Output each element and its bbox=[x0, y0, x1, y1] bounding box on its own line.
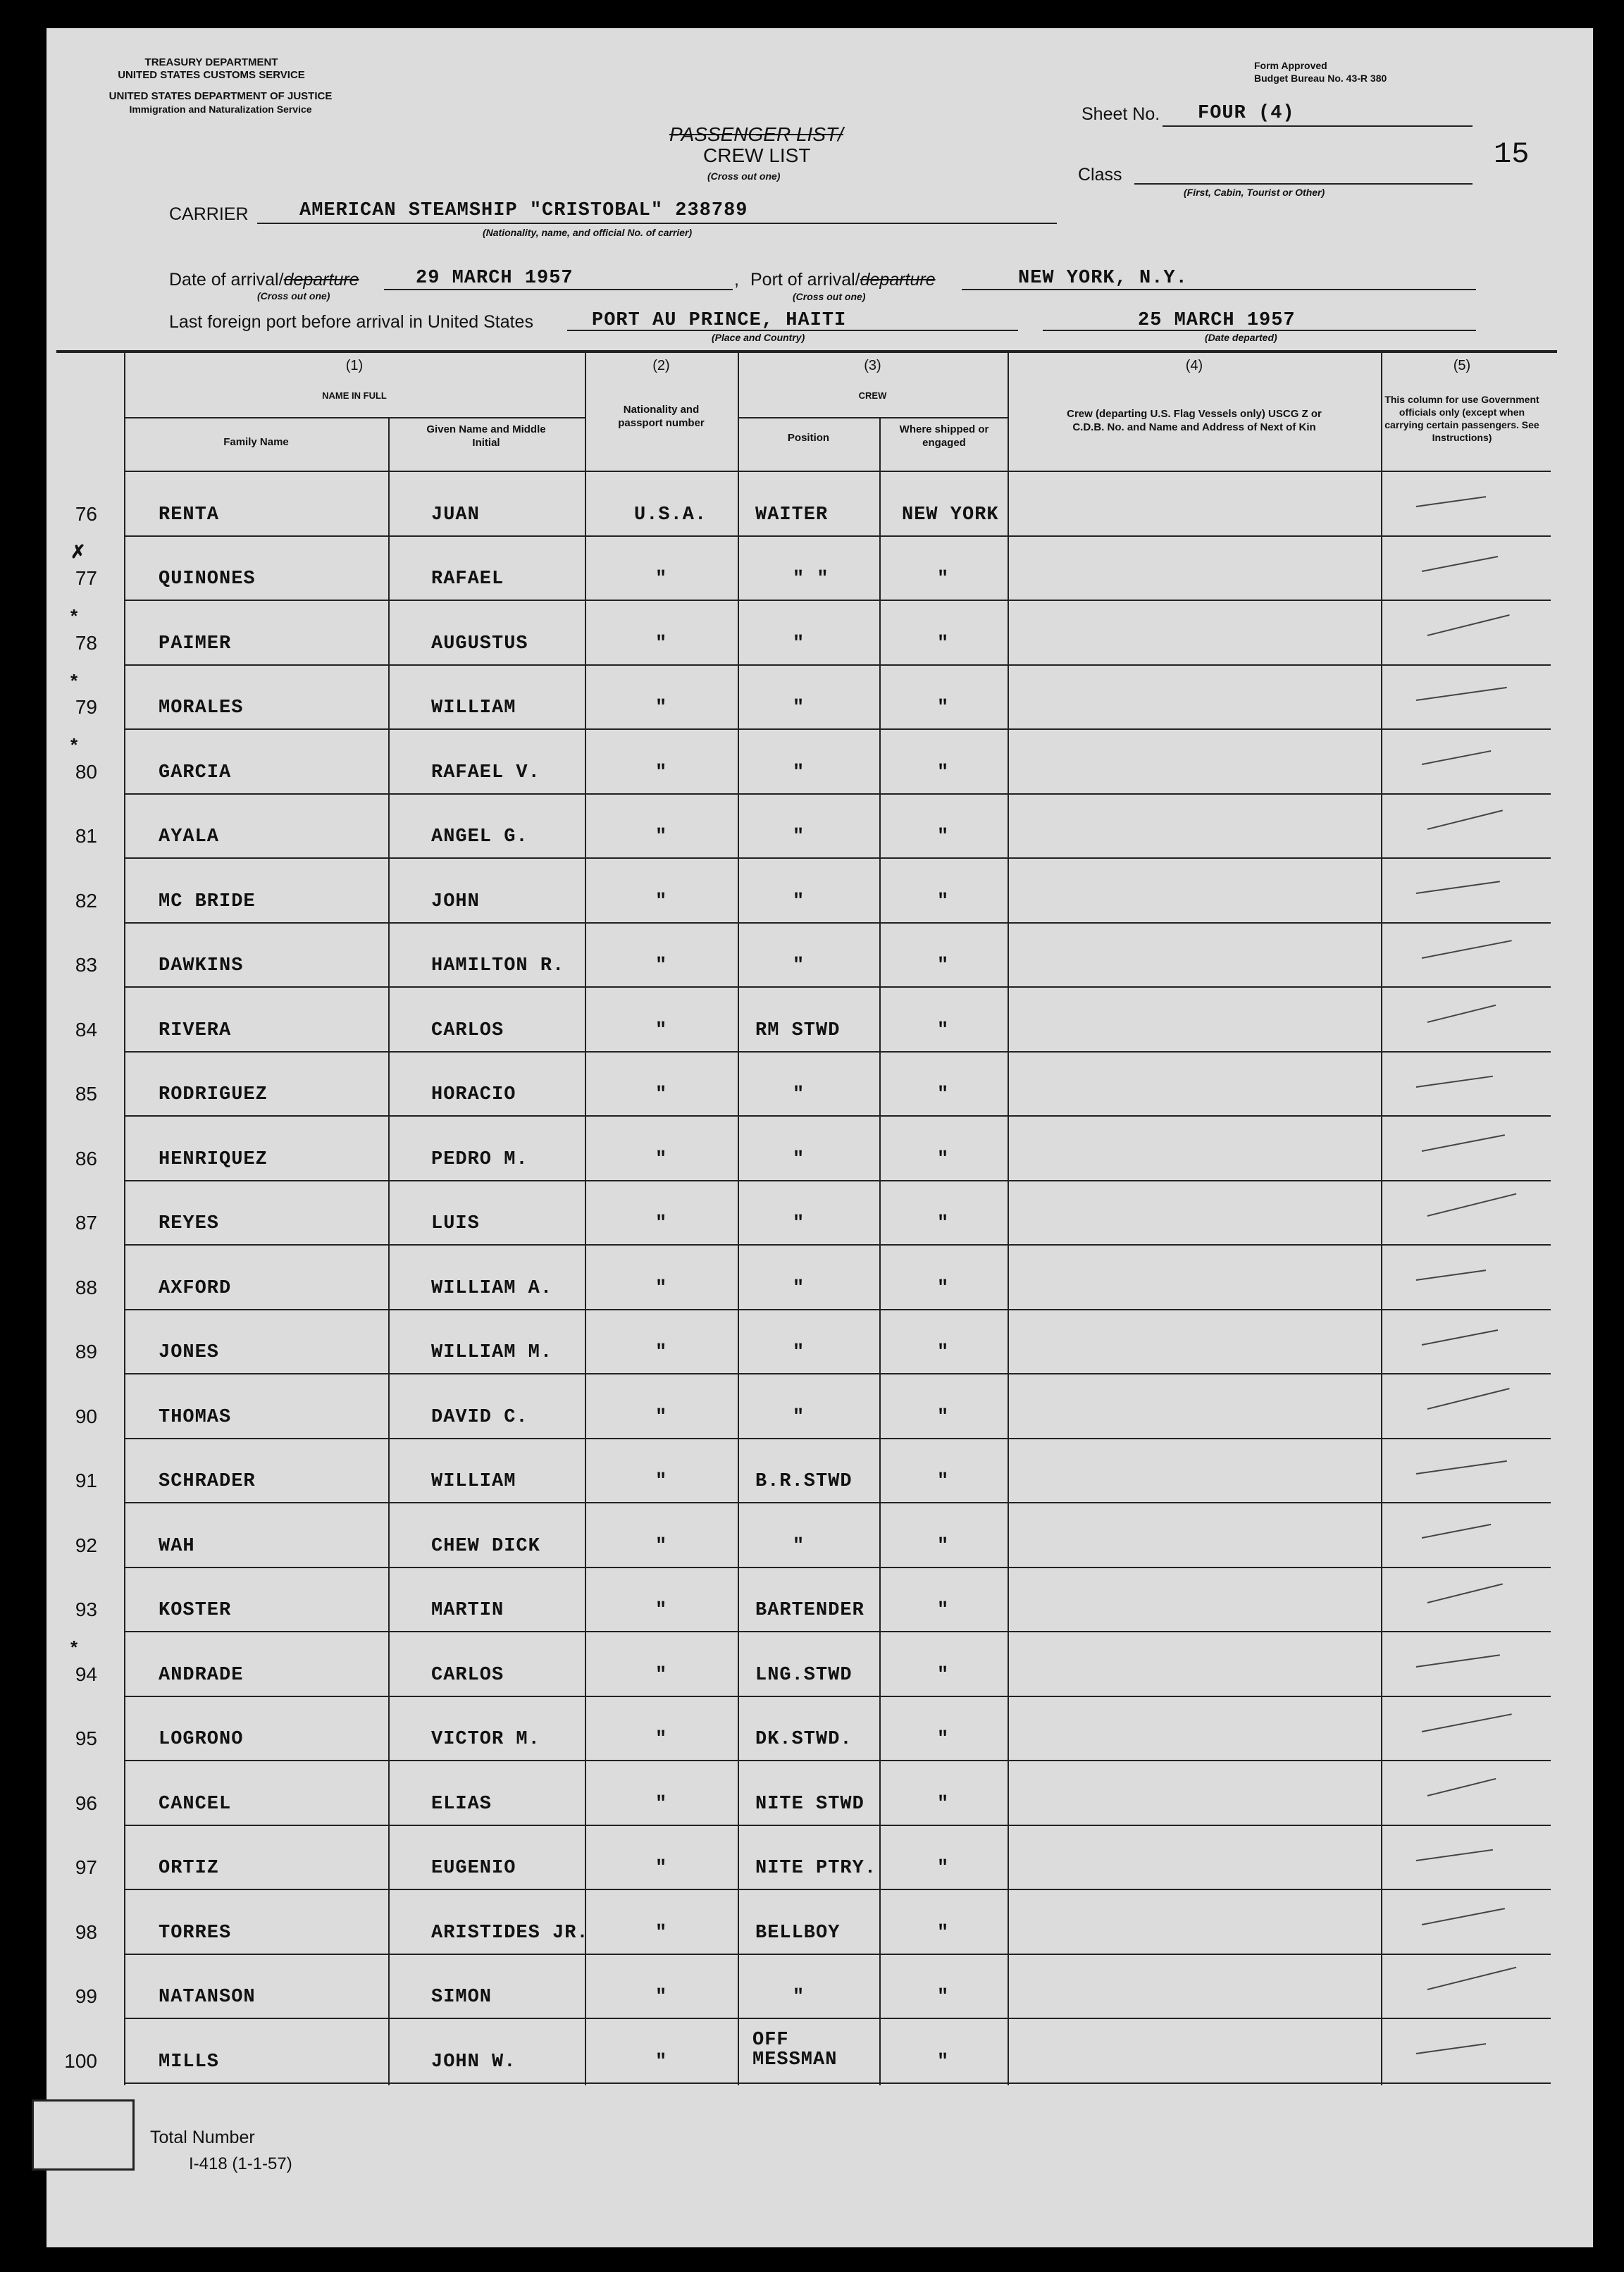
row-rule bbox=[124, 986, 1551, 988]
form-approved: Form Approved Budget Bureau No. 43-R 380 bbox=[1254, 60, 1387, 84]
col2-header: Nationality and passport number bbox=[618, 404, 705, 429]
given-name: WILLIAM A. bbox=[431, 1277, 553, 1299]
family-name: CANCEL bbox=[159, 1793, 232, 1815]
where-shipped: " bbox=[937, 1406, 950, 1428]
nationality: " bbox=[655, 569, 668, 590]
where-shipped: " bbox=[937, 890, 950, 912]
position: " bbox=[793, 633, 805, 654]
where-shipped: " bbox=[937, 633, 950, 654]
title-caption: (Cross out one) bbox=[707, 170, 781, 182]
given-name: SIMON bbox=[431, 1987, 492, 2008]
row-number: 90 bbox=[75, 1405, 97, 1427]
where-shipped: " bbox=[937, 1600, 950, 1621]
given-name: LUIS bbox=[431, 1213, 480, 1234]
row-rule bbox=[124, 1567, 1551, 1568]
col2-number: (2) bbox=[652, 358, 670, 373]
given-name: MARTIN bbox=[431, 1600, 504, 1621]
family-name: MORALES bbox=[159, 697, 244, 719]
lastport-caption: (Place and Country) bbox=[712, 332, 805, 343]
col3a-header: Position bbox=[787, 432, 830, 444]
family-name: GARCIA bbox=[159, 762, 232, 783]
position: DK.STWD. bbox=[755, 1729, 853, 1750]
lastport-label: Last foreign port before arrival in United States bbox=[169, 312, 533, 332]
nationality: " bbox=[655, 1084, 668, 1105]
port-caption: (Cross out one) bbox=[793, 291, 866, 302]
row-rule bbox=[124, 1502, 1551, 1503]
position: " bbox=[793, 1277, 805, 1299]
where-shipped: " bbox=[937, 1084, 950, 1105]
row-number: 92 bbox=[75, 1534, 97, 1556]
nationality: " bbox=[655, 1342, 668, 1363]
nationality: " bbox=[655, 762, 668, 783]
position: OFF MESSMAN bbox=[752, 2029, 838, 2071]
where-shipped: NEW YORK bbox=[902, 504, 999, 526]
col3-number: (3) bbox=[864, 358, 881, 373]
row-number: 77 bbox=[75, 567, 97, 589]
row-rule bbox=[124, 1631, 1551, 1632]
position: " bbox=[793, 955, 805, 976]
position: NITE STWD bbox=[755, 1793, 864, 1815]
position: BARTENDER bbox=[755, 1600, 864, 1621]
given-name: RAFAEL bbox=[431, 569, 504, 590]
position: NITE PTRY. bbox=[755, 1858, 877, 1879]
family-name: JONES bbox=[159, 1342, 220, 1363]
nationality: " bbox=[655, 1987, 668, 2008]
class-label: Class bbox=[1078, 165, 1122, 185]
family-name: TORRES bbox=[159, 1922, 232, 1944]
where-shipped: " bbox=[937, 1277, 950, 1299]
nationality: " bbox=[655, 2051, 668, 2073]
row-rule bbox=[124, 1244, 1551, 1246]
row-rule bbox=[124, 1696, 1551, 1697]
where-shipped: " bbox=[937, 1858, 950, 1879]
given-name: CARLOS bbox=[431, 1019, 504, 1041]
carrier-label: CARRIER bbox=[169, 204, 249, 224]
nationality: " bbox=[655, 1148, 668, 1170]
position: BELLBOY bbox=[755, 1922, 841, 1944]
where-shipped: " bbox=[937, 1987, 950, 2008]
given-name: CHEW DICK bbox=[431, 1535, 540, 1557]
date-caption: (Cross out one) bbox=[257, 290, 330, 302]
where-shipped: " bbox=[937, 1471, 950, 1492]
row-rule bbox=[124, 1889, 1551, 1890]
row-number: 78 bbox=[75, 631, 97, 654]
position: " bbox=[793, 1213, 805, 1234]
nationality: " bbox=[655, 1922, 668, 1944]
nationality: " bbox=[655, 1535, 668, 1557]
where-shipped: " bbox=[937, 1729, 950, 1750]
nationality: U.S.A. bbox=[634, 504, 707, 526]
family-name: THOMAS bbox=[159, 1406, 232, 1428]
port-value: NEW YORK, N.Y. bbox=[1018, 268, 1188, 289]
position: RM STWD bbox=[755, 1019, 841, 1041]
where-shipped: " bbox=[937, 1535, 950, 1557]
family-name: ANDRADE bbox=[159, 1664, 244, 1686]
col5-header: This column for use Government officials only (except when carrying certain passengers. See Instructions) bbox=[1384, 394, 1539, 443]
row-number: 98 bbox=[75, 1920, 97, 1943]
where-shipped: " bbox=[937, 762, 950, 783]
given-name: RAFAEL V. bbox=[431, 762, 540, 783]
family-name: AXFORD bbox=[159, 1277, 232, 1299]
position: " bbox=[793, 1406, 805, 1428]
row-rule bbox=[124, 1051, 1551, 1053]
nationality: " bbox=[655, 1600, 668, 1621]
family-name: RIVERA bbox=[159, 1019, 232, 1041]
given-name: JOHN W. bbox=[431, 2051, 516, 2073]
family-name: RENTA bbox=[159, 504, 220, 526]
row-number: 95 bbox=[75, 1727, 97, 1749]
row-number: 100 bbox=[64, 2049, 97, 2072]
row-rule bbox=[124, 2082, 1551, 2084]
position: " " bbox=[793, 569, 829, 590]
lastport-value: PORT AU PRINCE, HAITI bbox=[592, 310, 847, 331]
family-name: PAIMER bbox=[159, 633, 232, 654]
row-rule bbox=[124, 664, 1551, 666]
date-label: Date of arrival/departure bbox=[169, 270, 359, 290]
col1-title: NAME IN FULL bbox=[322, 390, 387, 401]
given-name: DAVID C. bbox=[431, 1406, 528, 1428]
nationality: " bbox=[655, 955, 668, 976]
position: " bbox=[793, 1084, 805, 1105]
family-name: ORTIZ bbox=[159, 1858, 220, 1879]
row-number: 87 bbox=[75, 1212, 97, 1234]
given-name: VICTOR M. bbox=[431, 1729, 540, 1750]
position: B.R.STWD bbox=[755, 1471, 853, 1492]
row-rule bbox=[124, 535, 1551, 537]
family-name: QUINONES bbox=[159, 569, 256, 590]
row-number: 86 bbox=[75, 1147, 97, 1169]
family-name: AYALA bbox=[159, 826, 220, 848]
row-number: 91 bbox=[75, 1470, 97, 1491]
nationality: " bbox=[655, 1664, 668, 1686]
row-number: 97 bbox=[75, 1856, 97, 1878]
position: " bbox=[793, 697, 805, 719]
where-shipped: " bbox=[937, 955, 950, 976]
where-shipped: " bbox=[937, 1793, 950, 1815]
row-asterisk: ✗ bbox=[70, 540, 86, 562]
row-number: 99 bbox=[75, 1985, 97, 2007]
nationality: " bbox=[655, 697, 668, 719]
agency-justice: UNITED STATES DEPARTMENT OF JUSTICE Immigration and Naturalization Service bbox=[109, 90, 333, 115]
given-name: JUAN bbox=[431, 504, 480, 526]
where-shipped: " bbox=[937, 826, 950, 848]
page-title: CREW LIST bbox=[703, 144, 811, 166]
given-name: PEDRO M. bbox=[431, 1148, 528, 1170]
row-rule bbox=[124, 1115, 1551, 1117]
where-shipped: " bbox=[937, 1664, 950, 1686]
row-number: 94 bbox=[75, 1663, 97, 1685]
where-shipped: " bbox=[937, 569, 950, 590]
row-rule bbox=[124, 600, 1551, 601]
position: " bbox=[793, 1342, 805, 1363]
sheet-label: Sheet No. bbox=[1081, 104, 1160, 124]
row-number: 85 bbox=[75, 1083, 97, 1105]
family-name: MILLS bbox=[159, 2051, 220, 2073]
row-rule bbox=[124, 2018, 1551, 2019]
row-number: 84 bbox=[75, 1018, 97, 1041]
date-value: 29 MARCH 1957 bbox=[416, 268, 574, 289]
nationality: " bbox=[655, 1277, 668, 1299]
row-rule bbox=[124, 1309, 1551, 1310]
nationality: " bbox=[655, 826, 668, 848]
row-asterisk: * bbox=[70, 605, 78, 626]
row-rule bbox=[124, 1954, 1551, 1955]
row-rule bbox=[124, 793, 1551, 795]
departed-caption: (Date departed) bbox=[1205, 332, 1277, 343]
nationality: " bbox=[655, 1793, 668, 1815]
given-name: WILLIAM M. bbox=[431, 1342, 553, 1363]
row-rule bbox=[124, 1180, 1551, 1181]
position: LNG.STWD bbox=[755, 1664, 853, 1686]
agency-treasury: TREASURY DEPARTMENT UNITED STATES CUSTOMS SERVICE bbox=[118, 56, 305, 81]
given-name: ELIAS bbox=[431, 1793, 492, 1815]
position: " bbox=[793, 826, 805, 848]
row-number: 79 bbox=[75, 696, 97, 718]
row-rule bbox=[124, 922, 1551, 924]
where-shipped: " bbox=[937, 697, 950, 719]
row-number: 89 bbox=[75, 1341, 97, 1362]
where-shipped: " bbox=[937, 2051, 950, 2073]
row-rule bbox=[124, 1373, 1551, 1374]
family-name: HENRIQUEZ bbox=[159, 1148, 268, 1170]
nationality: " bbox=[655, 890, 668, 912]
nationality: " bbox=[655, 1213, 668, 1234]
nationality: " bbox=[655, 1019, 668, 1041]
position: " bbox=[793, 1148, 805, 1170]
given-name: WILLIAM bbox=[431, 697, 516, 719]
carrier-value: AMERICAN STEAMSHIP "CRISTOBAL" 238789 bbox=[299, 200, 748, 221]
col3-title: CREW bbox=[858, 390, 887, 401]
family-name: KOSTER bbox=[159, 1600, 232, 1621]
class-caption: (First, Cabin, Tourist or Other) bbox=[1184, 187, 1325, 198]
where-shipped: " bbox=[937, 1019, 950, 1041]
total-number-box bbox=[32, 2099, 135, 2171]
row-number: 93 bbox=[75, 1599, 97, 1620]
family-name: WAH bbox=[159, 1535, 195, 1557]
row-asterisk: * bbox=[70, 669, 78, 691]
row-number: 81 bbox=[75, 825, 97, 847]
title-struck: PASSENGER LIST/ bbox=[669, 123, 843, 145]
position: WAITER bbox=[755, 504, 829, 526]
row-number: 83 bbox=[75, 954, 97, 976]
total-number-label: Total Number bbox=[150, 2128, 255, 2147]
form-id: I-418 (1-1-57) bbox=[189, 2154, 292, 2173]
nationality: " bbox=[655, 1858, 668, 1879]
family-name: LOGRONO bbox=[159, 1729, 244, 1750]
family-name: SCHRADER bbox=[159, 1471, 256, 1492]
family-name: DAWKINS bbox=[159, 955, 244, 976]
col1-number: (1) bbox=[345, 358, 364, 373]
position: " bbox=[793, 890, 805, 912]
row-rule bbox=[124, 1760, 1551, 1761]
row-number: 82 bbox=[75, 889, 97, 912]
page-number: 15 bbox=[1494, 137, 1530, 171]
where-shipped: " bbox=[937, 1213, 950, 1234]
row-number: 88 bbox=[75, 1276, 97, 1298]
row-asterisk: * bbox=[70, 734, 78, 755]
row-number: 76 bbox=[75, 502, 97, 525]
family-name: MC BRIDE bbox=[159, 890, 256, 912]
family-name: REYES bbox=[159, 1213, 220, 1234]
row-number: 80 bbox=[75, 760, 97, 783]
given-name: HORACIO bbox=[431, 1084, 516, 1105]
col1a-header: Family Name bbox=[223, 436, 289, 448]
carrier-caption: (Nationality, name, and official No. of carrier) bbox=[483, 227, 693, 238]
family-name: NATANSON bbox=[159, 1987, 256, 2008]
row-rule bbox=[124, 728, 1551, 730]
col4-header: Crew (departing U.S. Flag Vessels only) USCG Z or C.D.B. No. and Name and Address of Next of Kin bbox=[1067, 408, 1322, 433]
col3b-header: Where shipped or engaged bbox=[899, 423, 989, 449]
row-rule bbox=[124, 857, 1551, 859]
port-label: Port of arrival/departure bbox=[750, 270, 936, 290]
where-shipped: " bbox=[937, 1148, 950, 1170]
departed-value: 25 MARCH 1957 bbox=[1138, 310, 1296, 331]
nationality: " bbox=[655, 1406, 668, 1428]
position: " bbox=[793, 1987, 805, 2008]
given-name: JOHN bbox=[431, 890, 480, 912]
given-name: HAMILTON R. bbox=[431, 955, 565, 976]
row-rule bbox=[124, 1438, 1551, 1439]
given-name: ARISTIDES JR. bbox=[431, 1922, 589, 1944]
where-shipped: " bbox=[937, 1922, 950, 1944]
col5-number: (5) bbox=[1453, 358, 1471, 373]
row-asterisk: * bbox=[70, 1637, 78, 1658]
given-name: WILLIAM bbox=[431, 1471, 516, 1492]
sheet-value: FOUR (4) bbox=[1198, 103, 1295, 124]
nationality: " bbox=[655, 1729, 668, 1750]
comma: , bbox=[734, 270, 739, 290]
where-shipped: " bbox=[937, 1342, 950, 1363]
position: " bbox=[793, 762, 805, 783]
row-number: 96 bbox=[75, 1792, 97, 1814]
given-name: ANGEL G. bbox=[431, 826, 528, 848]
position: " bbox=[793, 1535, 805, 1557]
family-name: RODRIGUEZ bbox=[159, 1084, 268, 1105]
given-name: CARLOS bbox=[431, 1664, 504, 1686]
given-name: EUGENIO bbox=[431, 1858, 516, 1879]
nationality: " bbox=[655, 633, 668, 654]
col1b-header: Given Name and Middle Initial bbox=[426, 423, 546, 449]
given-name: AUGUSTUS bbox=[431, 633, 528, 654]
col4-number: (4) bbox=[1185, 358, 1203, 373]
row-rule bbox=[124, 1825, 1551, 1826]
nationality: " bbox=[655, 1471, 668, 1492]
